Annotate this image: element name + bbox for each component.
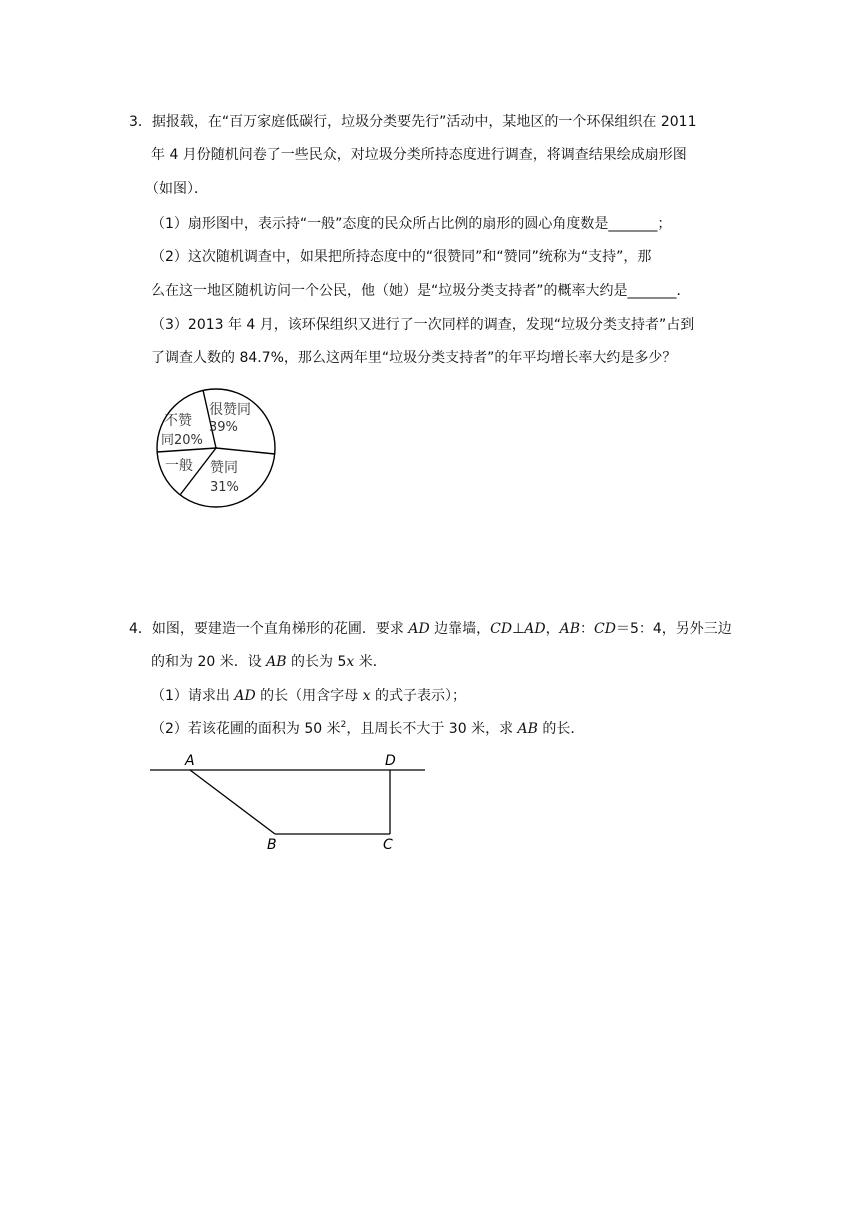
slice-label-disagree-2: 同20% [161, 433, 203, 448]
q4-line-2: 的和为 20 米．设 AB 的长为 5x 米． [151, 654, 387, 670]
vertex-label-D: D [385, 753, 396, 769]
q3-part-1: （1）扇形图中，表示持“一般”态度的民众所占比例的扇形的圆心角度数是_______； [151, 216, 672, 232]
q3-part-3b: 了调查人数的 84.7%，那么这两年里“垃圾分类支持者”的年平均增长率大约是多少？ [151, 350, 677, 366]
q3-part-2b: 么在这一地区随机访问一个公民，他（她）是“垃圾分类支持者”的概率大约是_______． [151, 283, 691, 299]
q4-part-1: （1）请求出 AD 的长（用含字母 x 的式子表示）； [151, 688, 466, 704]
pie-divider-top [203, 390, 216, 448]
side-AB [190, 770, 275, 834]
q3-line-1: 3．据报载，在“百万家庭低碳行，垃圾分类要先行”活动中，某地区的一个环保组织在 2011 [129, 114, 697, 130]
slice-pct-agree: 31% [210, 480, 239, 495]
q4-part-2: （2）若该花圃的面积为 50 米$^2$，且周长不大于 30 米，求 AB 的长． [151, 720, 585, 737]
pie-divider-left [157, 448, 216, 452]
vertex-label-A: A [185, 753, 195, 769]
q3-line-2: 年 4 月份随机问卷了一些民众，对垃圾分类所持态度进行调查，将调查结果绘成扇形图 [151, 147, 687, 163]
slice-label-disagree-1: 不赞 [164, 413, 192, 429]
vertex-label-B: B [267, 837, 277, 850]
pie-chart [150, 388, 282, 508]
q3-line-3: （如图）． [145, 181, 208, 197]
slice-label-neutral: 一般 [165, 458, 193, 474]
q3-part-2a: （2）这次随机调查中，如果把所持态度中的“很赞同”和“赞同”统称为“支持”，那 [151, 249, 652, 265]
vertex-label-C: C [383, 837, 393, 850]
pie-divider-right [216, 448, 275, 454]
slice-pct-very-agree: 39% [209, 420, 238, 435]
q3-part-3a: （3）2013 年 4 月，该环保组织又进行了一次同样的调查，发现“垃圾分类支持者”占到 [151, 317, 695, 333]
slice-label-agree: 赞同 [210, 460, 238, 476]
q4-line-1: 4．如图，要建造一个直角梯形的花圃．要求 AD 边靠墙，CD⊥AD，AB：CD＝5：4，另外三边 [129, 621, 732, 637]
slice-label-very-agree: 很赞同 [209, 402, 251, 418]
trapezoid-figure [145, 750, 435, 850]
